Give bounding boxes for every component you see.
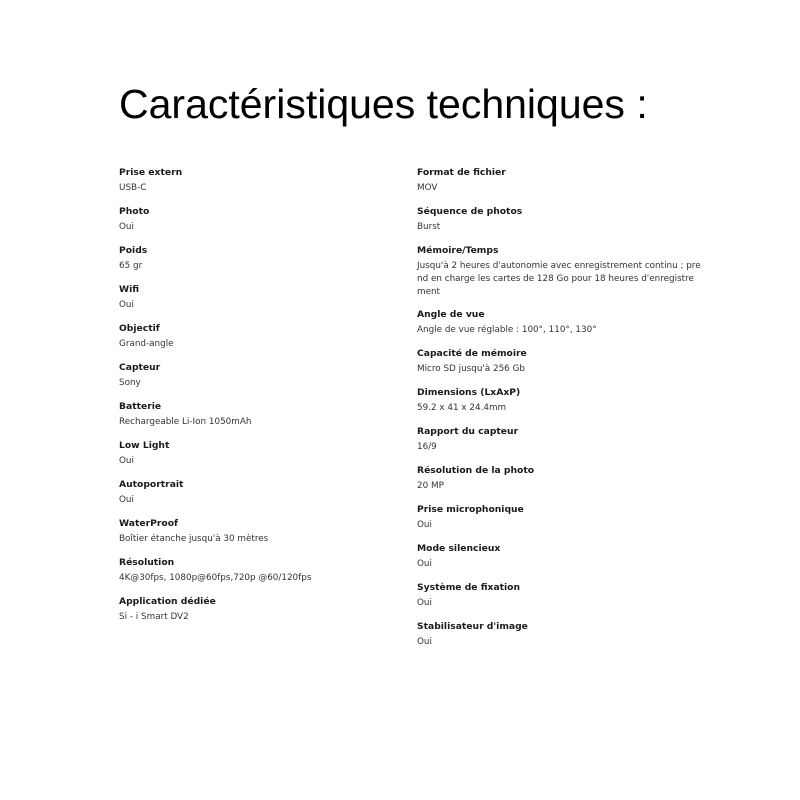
spec-item: [119, 165, 389, 204]
spec-value: 59.2 x 41 x 24.4mm: [417, 403, 507, 413]
spec-value: Burst: [417, 222, 441, 232]
spec-label: Résolution de la photo: [417, 465, 535, 476]
spec-value: 16/9: [417, 442, 437, 452]
spec-item: [417, 346, 702, 385]
specs-left-column: [119, 165, 389, 633]
spec-value: Sony: [119, 378, 141, 388]
spec-label: Prise extern: [119, 167, 183, 178]
spec-item: [417, 307, 702, 346]
spec-label: Autoportrait: [119, 479, 184, 490]
spec-value: Oui: [417, 559, 432, 569]
spec-label: Prise microphonique: [417, 504, 524, 515]
spec-value: Jusqu'à 2 heures d'autonomie avec enregistrement continu ; prend en charge les cartes de 128 Go pour 18 heures d'enregistrement: [417, 261, 701, 297]
spec-label: Angle de vue: [417, 309, 485, 320]
spec-item: [417, 385, 702, 424]
spec-item: [119, 516, 389, 555]
spec-item: [119, 555, 389, 594]
spec-item: [119, 204, 389, 243]
spec-value: Grand-angle: [119, 339, 174, 349]
spec-label: Poids: [119, 245, 148, 256]
spec-value: USB-C: [119, 183, 147, 193]
spec-label: Stabilisateur d'image: [417, 621, 528, 632]
spec-label: WaterProof: [119, 518, 179, 529]
specs-right-column: [417, 165, 702, 658]
spec-label: Résolution: [119, 557, 175, 568]
spec-value: Oui: [417, 637, 432, 647]
spec-label: Application dédiée: [119, 596, 216, 607]
spec-value: Si - i Smart DV2: [119, 612, 189, 622]
spec-label: Capteur: [119, 362, 161, 373]
spec-item: [417, 541, 702, 580]
spec-value: Oui: [119, 495, 134, 505]
page-title: Caractéristiques techniques :: [119, 81, 648, 127]
spec-item: [119, 360, 389, 399]
spec-value: Oui: [119, 222, 134, 232]
spec-item: [417, 619, 702, 658]
spec-value: 65 gr: [119, 261, 143, 271]
spec-value: 20 MP: [417, 481, 444, 491]
spec-item: [417, 165, 702, 204]
spec-item: [119, 477, 389, 516]
spec-value: Oui: [119, 300, 134, 310]
spec-item: [417, 580, 702, 619]
spec-label: Dimensions (LxAxP): [417, 387, 521, 398]
spec-item: [417, 502, 702, 541]
spec-label: Mode silencieux: [417, 543, 501, 554]
spec-value: Micro SD jusqu'à 256 Gb: [417, 364, 525, 374]
spec-value: Boîtier étanche jusqu'à 30 mètres: [119, 534, 269, 544]
spec-value: MOV: [417, 183, 438, 193]
spec-label: Capacité de mémoire: [417, 348, 527, 359]
spec-item: [417, 243, 702, 307]
spec-label: Wifi: [119, 284, 140, 295]
spec-value: Oui: [417, 520, 432, 530]
spec-item: [119, 399, 389, 438]
spec-value: Rechargeable Li-Ion 1050mAh: [119, 417, 252, 427]
spec-label: Format de fichier: [417, 167, 506, 178]
spec-label: Batterie: [119, 401, 162, 412]
spec-value: 4K@30fps, 1080p@60fps,720p @60/120fps: [119, 573, 312, 583]
spec-item: [417, 204, 702, 243]
spec-item: [417, 463, 702, 502]
spec-label: Photo: [119, 206, 150, 217]
spec-value: Oui: [417, 598, 432, 608]
spec-item: [119, 438, 389, 477]
spec-value: Angle de vue réglable : 100°, 110°, 130°: [417, 325, 597, 335]
spec-item: [417, 424, 702, 463]
spec-label: Low Light: [119, 440, 170, 451]
spec-label: Objectif: [119, 323, 160, 334]
spec-item: [119, 243, 389, 282]
spec-item: [119, 282, 389, 321]
spec-label: Mémoire/Temps: [417, 245, 499, 256]
spec-item: [119, 321, 389, 360]
spec-value: Oui: [119, 456, 134, 466]
spec-label: Système de fixation: [417, 582, 521, 593]
spec-label: Rapport du capteur: [417, 426, 519, 437]
spec-item: [119, 594, 389, 633]
spec-label: Séquence de photos: [417, 206, 523, 217]
